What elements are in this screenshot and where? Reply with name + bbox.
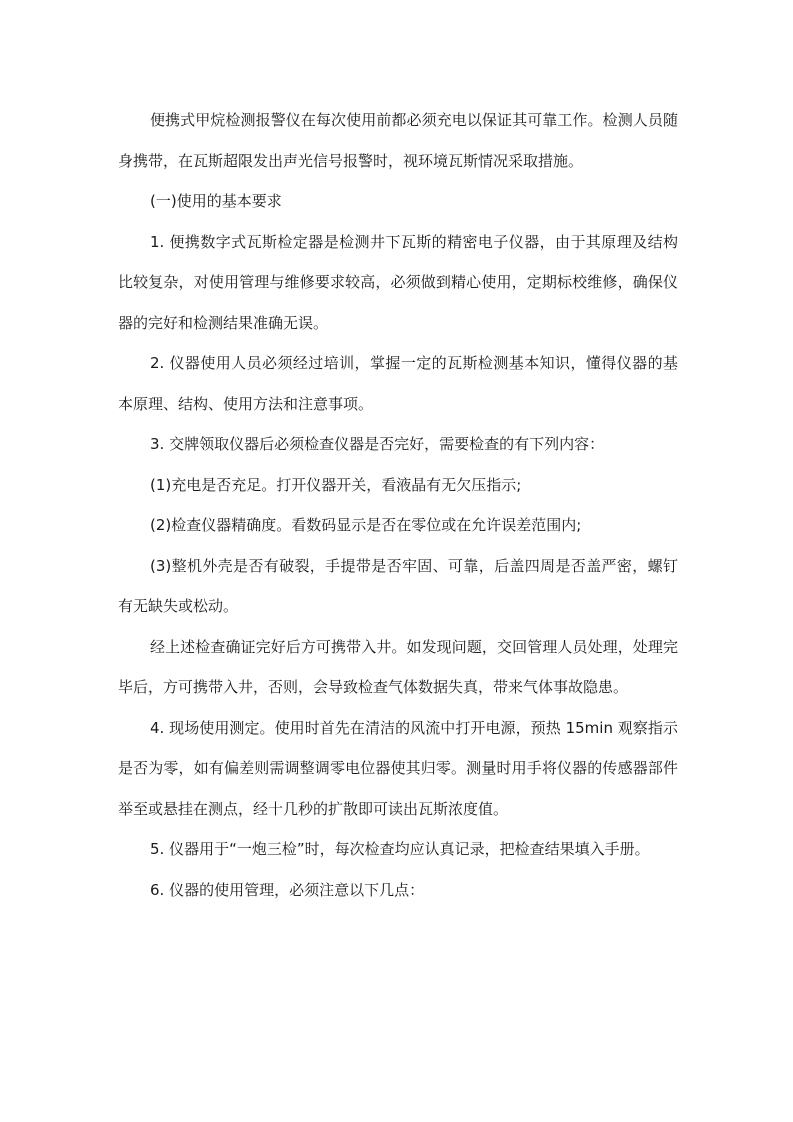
paragraph-check-3: (3)整机外壳是否有破裂，手提带是否牢固、可靠，后盖四周是否盖严密，螺钉有无缺失或松动。 xyxy=(118,556,678,615)
paragraph-item-3: 3. 交牌领取仪器后必须检查仪器是否完好，需要检查的有下列内容： xyxy=(150,435,605,453)
paragraph-intro: 便携式甲烷检测报警仪在每次使用前都必须充电以保证其可靠工作。检测人员随身携带，在瓦斯超限发出声光信号报警时，视环境瓦斯情况采取措施。 xyxy=(118,111,678,170)
document-body xyxy=(118,100,678,910)
paragraph-check-1: (1)充电是否充足。打开仪器开关，看液晶有无欠压指示; xyxy=(150,475,522,494)
paragraph-item-4: 4. 现场使用测定。使用时首先在清洁的风流中打开电源，预热 15min 观察指示是否为零，如有偏差则需调整调零电位器使其归零。测量时用手将仪器的传感器部件举至或悬挂在测点，经十几秒的扩散即可读出瓦斯浓度值。 xyxy=(118,718,678,818)
paragraph-item-6: 6. 仪器的使用管理，必须注意以下几点： xyxy=(150,880,425,899)
section-heading-basic-requirements: (一)使用的基本要求 xyxy=(150,192,282,210)
paragraph-item-5: 5. 仪器用于“一炮三检”时，每次检查均应认真记录，把检查结果填入手册。 xyxy=(150,840,650,858)
paragraph-item-1: 1. 便携数字式瓦斯检定器是检测井下瓦斯的精密电子仪器，由于其原理及结构比较复杂，对使用管理与维修要求较高，必须做到精心使用，定期标校维修，确保仪器的完好和检测结果准确无误。 xyxy=(118,232,678,332)
paragraph-after-check: 经上述检查确证完好后方可携带入井。如发现问题，交回管理人员处理，处理完毕后，方可携带入井，否则，会导致检查气体数据失真，带来气体事故隐患。 xyxy=(118,637,678,696)
paragraph-item-2: 2. 仪器使用人员必须经过培训，掌握一定的瓦斯检测基本知识，懂得仪器的基本原理、结构、使用方法和注意事项。 xyxy=(118,354,678,413)
paragraph-check-2: (2)检查仪器精确度。看数码显示是否在零位或在允许误差范围内; xyxy=(150,516,582,534)
